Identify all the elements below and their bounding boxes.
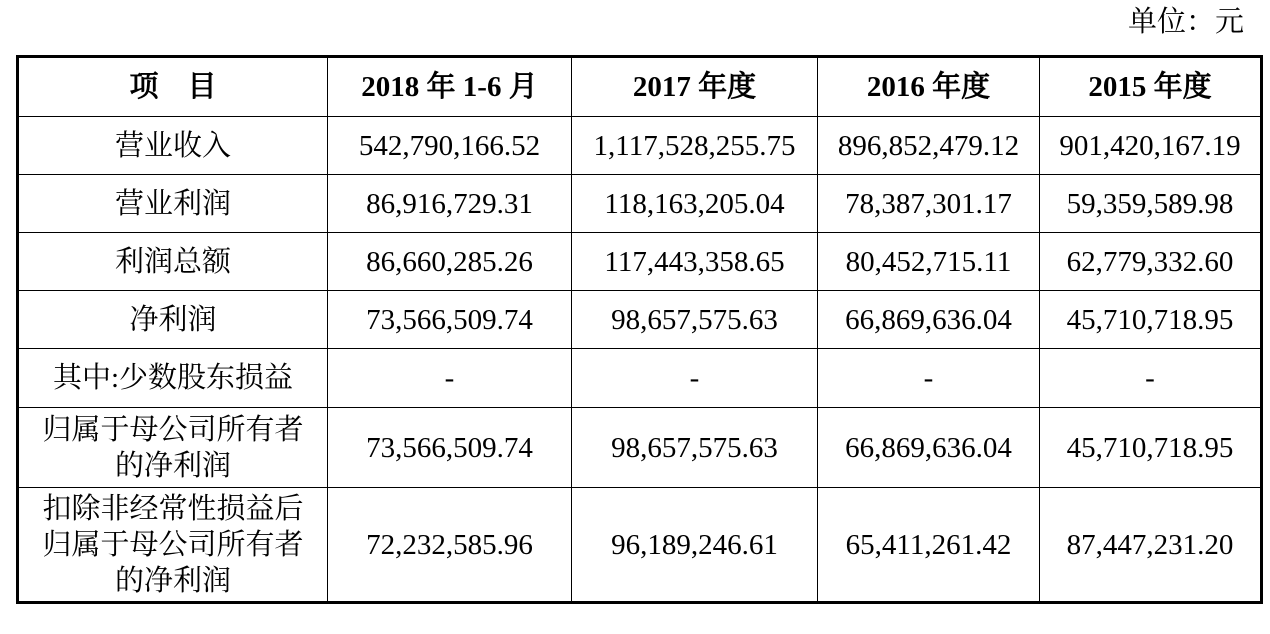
- row-label: 净利润: [18, 291, 328, 349]
- cell-value: 87,447,231.20: [1040, 488, 1262, 603]
- row-label: 其中:少数股东损益: [18, 349, 328, 408]
- cell-value: 65,411,261.42: [818, 488, 1040, 603]
- table-row: [18, 291, 1262, 349]
- cell-value: 542,790,166.52: [328, 117, 572, 175]
- cell-value: 896,852,479.12: [818, 117, 1040, 175]
- cell-value: 86,660,285.26: [328, 233, 572, 291]
- cell-value: 1,117,528,255.75: [572, 117, 818, 175]
- cell-value: 78,387,301.17: [818, 175, 1040, 233]
- cell-value: 73,566,509.74: [328, 408, 572, 488]
- header-2018h1: 2018 年 1-6 月: [328, 57, 572, 117]
- cell-value: 118,163,205.04: [572, 175, 818, 233]
- cell-value: 62,779,332.60: [1040, 233, 1262, 291]
- cell-value: 96,189,246.61: [572, 488, 818, 603]
- table-row: [18, 233, 1262, 291]
- header-2015: 2015 年度: [1040, 57, 1262, 117]
- row-label: 扣除非经常性损益后 归属于母公司所有者 的净利润: [18, 488, 328, 603]
- row-label: 营业收入: [18, 117, 328, 175]
- row-label: 归属于母公司所有者 的净利润: [18, 408, 328, 488]
- cell-value: -: [572, 349, 818, 408]
- table-row: [18, 488, 1262, 603]
- table-header-row: [18, 57, 1262, 117]
- cell-value: 72,232,585.96: [328, 488, 572, 603]
- unit-label: 单位：元: [1127, 6, 1244, 38]
- header-2016: 2016 年度: [818, 57, 1040, 117]
- cell-value: 98,657,575.63: [572, 291, 818, 349]
- table-row: [18, 408, 1262, 488]
- cell-value: 117,443,358.65: [572, 233, 818, 291]
- cell-value: -: [818, 349, 1040, 408]
- header-2017: 2017 年度: [572, 57, 818, 117]
- cell-value: 73,566,509.74: [328, 291, 572, 349]
- header-item: 项 目: [18, 57, 328, 117]
- cell-value: 98,657,575.63: [572, 408, 818, 488]
- cell-value: 901,420,167.19: [1040, 117, 1262, 175]
- cell-value: 59,359,589.98: [1040, 175, 1262, 233]
- cell-value: 66,869,636.04: [818, 408, 1040, 488]
- cell-value: -: [1040, 349, 1262, 408]
- financial-summary-table: [16, 55, 1263, 604]
- cell-value: 45,710,718.95: [1040, 291, 1262, 349]
- row-label: 营业利润: [18, 175, 328, 233]
- cell-value: -: [328, 349, 572, 408]
- cell-value: 80,452,715.11: [818, 233, 1040, 291]
- row-label: 利润总额: [18, 233, 328, 291]
- cell-value: 66,869,636.04: [818, 291, 1040, 349]
- cell-value: 45,710,718.95: [1040, 408, 1262, 488]
- table-row: [18, 117, 1262, 175]
- table-row: [18, 175, 1262, 233]
- cell-value: 86,916,729.31: [328, 175, 572, 233]
- table-row: [18, 349, 1262, 408]
